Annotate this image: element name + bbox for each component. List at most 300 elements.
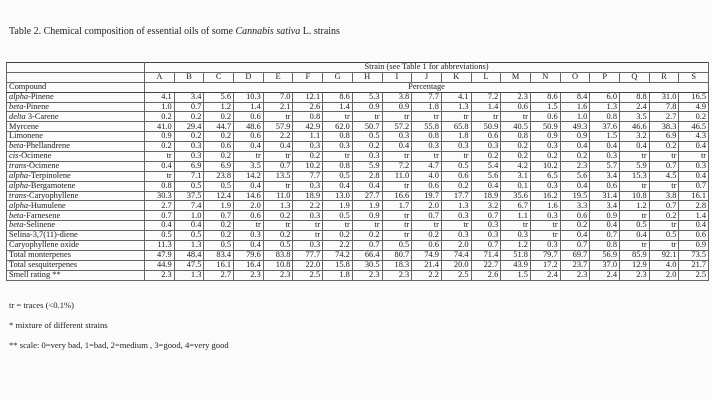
value-cell: 3.2 [620,132,650,142]
value-cell: 1.1 [501,211,531,221]
value-cell: 2.0 [412,201,442,211]
value-cell: 0.4 [560,142,590,152]
value-cell: 1.8 [323,270,353,280]
value-cell: tr [620,181,650,191]
value-cell: tr [323,221,353,231]
value-cell: 0.5 [204,181,234,191]
value-cell: 0.3 [174,142,204,152]
value-cell: 2.5 [293,270,323,280]
value-cell: 1.6 [530,201,560,211]
value-cell: 11.0 [382,171,412,181]
strain-letter-cell: H [352,72,382,82]
strain-header-row [7,63,709,73]
value-cell: 30.3 [145,191,175,201]
value-cell: 16.2 [530,191,560,201]
value-cell: 31.0 [649,92,679,102]
letters-blank-cell [7,72,145,82]
value-cell: 55.8 [412,122,442,132]
value-cell: tr [293,221,323,231]
value-cell: 0.5 [263,241,293,251]
value-cell: 1.2 [501,241,531,251]
compound-name-cell: alpha-Bergamotene [7,181,145,191]
value-cell: 2.3 [560,270,590,280]
value-cell: 62.0 [323,122,353,132]
value-cell: 0.9 [145,132,175,142]
value-cell: 3.5 [234,161,264,171]
compound-name-cell: Caryophyllene oxide [7,241,145,251]
value-cell: 83.4 [204,250,234,260]
header-blank-cell [7,63,145,73]
value-cell: 13.0 [323,191,353,201]
compound-name-cell: alpha-Pinene [7,92,145,102]
strain-letter-cell: R [649,72,679,82]
value-cell: 0.6 [530,112,560,122]
value-cell: 0.5 [323,211,353,221]
value-cell: 0.3 [174,152,204,162]
value-cell: 3.1 [501,171,531,181]
value-cell: 4.9 [679,102,709,112]
value-cell: 6.0 [590,92,620,102]
strain-letter-cell: F [293,72,323,82]
value-cell: 0.3 [441,211,471,221]
value-cell: 0.3 [412,142,442,152]
value-cell: 14.6 [234,191,264,201]
value-cell: 0.2 [145,142,175,152]
value-cell: tr [649,152,679,162]
value-cell: tr [382,112,412,122]
value-cell: 22.7 [471,260,501,270]
value-cell: 0.7 [560,241,590,251]
value-cell: 2.1 [263,102,293,112]
value-cell: 0.5 [649,231,679,241]
table-row [7,112,709,122]
value-cell: 2.3 [620,270,650,280]
value-cell: 4.1 [441,92,471,102]
value-cell: 1.2 [204,102,234,112]
value-cell: 38.3 [649,122,679,132]
strain-letter-cell: J [412,72,442,82]
value-cell: 0.5 [174,181,204,191]
compound-name-cell: alpha-Terpinolene [7,171,145,181]
value-cell: 0.2 [323,231,353,241]
value-cell: 0.8 [293,112,323,122]
value-cell: 5.6 [204,92,234,102]
value-cell: 1.3 [590,102,620,112]
value-cell: 5.7 [590,161,620,171]
value-cell: 2.3 [352,270,382,280]
value-cell: 43.9 [501,260,531,270]
table-row [7,152,709,162]
compound-name-cell: Total sesquiterpenes [7,260,145,270]
value-cell: 0.7 [145,211,175,221]
strain-letter-cell: Q [620,72,650,82]
value-cell: 0.9 [560,132,590,142]
value-cell: 4.1 [145,92,175,102]
value-cell: 1.3 [174,241,204,251]
value-cell: 19.7 [412,191,442,201]
value-cell: tr [501,221,531,231]
value-cell: 0.2 [649,142,679,152]
value-cell: 15.8 [323,260,353,270]
table-row [7,260,709,270]
table-row [7,201,709,211]
composition-table [6,62,709,281]
value-cell: 71.4 [471,250,501,260]
value-cell: 48.4 [174,250,204,260]
value-cell: 1.6 [560,102,590,112]
value-cell: 0.9 [352,102,382,112]
value-cell: 3.8 [382,92,412,102]
table-row [7,241,709,251]
value-cell: 11.0 [263,191,293,201]
value-cell: 10.8 [263,260,293,270]
value-cell: 1.5 [590,132,620,142]
value-cell: 1.0 [560,112,590,122]
value-cell: 0.4 [234,181,264,191]
value-cell: 57.9 [263,122,293,132]
value-cell: 0.3 [352,152,382,162]
value-cell: 7.8 [649,102,679,112]
value-cell: tr [530,231,560,241]
value-cell: 0.6 [412,241,442,251]
value-cell: tr [323,112,353,122]
value-cell: tr [620,152,650,162]
value-cell: tr [679,152,709,162]
value-cell: 0.4 [145,161,175,171]
value-cell: 18.3 [382,260,412,270]
value-cell: 0.2 [204,231,234,241]
value-cell: tr [441,221,471,231]
compound-name-cell: Total monterpenes [7,250,145,260]
value-cell: 74.2 [323,250,353,260]
value-cell: 31.4 [590,191,620,201]
table-row [7,102,709,112]
value-cell: 83.8 [263,250,293,260]
value-cell: 0.3 [530,181,560,191]
table-row [7,231,709,241]
value-cell: 0.4 [679,221,709,231]
value-cell: 0.7 [204,211,234,221]
value-cell: 0.3 [441,231,471,241]
value-cell: 0.2 [441,181,471,191]
value-cell: 7.2 [471,92,501,102]
value-cell: 0.3 [441,142,471,152]
value-cell: 0.3 [293,211,323,221]
value-cell: 79.6 [234,250,264,260]
value-cell: 1.3 [441,102,471,112]
table-row [7,171,709,181]
value-cell: 6.9 [174,161,204,171]
value-cell: 0.4 [560,181,590,191]
value-cell: 0.7 [471,241,501,251]
value-cell: 0.4 [145,221,175,231]
compound-name-cell: delta 3-Carene [7,112,145,122]
value-cell: 47.9 [145,250,175,260]
value-cell: 0.7 [174,102,204,112]
value-cell: 1.0 [145,102,175,112]
value-cell: 10.3 [234,92,264,102]
value-cell: 3.4 [174,92,204,102]
value-cell: 0.4 [263,142,293,152]
compound-name-cell: beta-Farnesene [7,211,145,221]
value-cell: 1.9 [323,201,353,211]
value-cell: 0.3 [530,241,560,251]
value-cell: 1.3 [441,201,471,211]
value-cell: 6.9 [649,132,679,142]
value-cell: 0.9 [530,132,560,142]
value-cell: 0.4 [620,142,650,152]
value-cell: 0.4 [590,142,620,152]
value-cell: 29.4 [174,122,204,132]
value-cell: 10.2 [293,161,323,171]
value-cell: 18.9 [471,191,501,201]
value-cell: tr [530,221,560,231]
value-cell: 1.3 [174,270,204,280]
value-cell: 0.5 [441,161,471,171]
value-cell: 16.1 [679,191,709,201]
value-cell: tr [352,112,382,122]
table-row [7,122,709,132]
value-cell: 8.6 [530,92,560,102]
value-cell: 0.8 [590,112,620,122]
value-cell: 0.3 [323,142,353,152]
value-cell: 4.7 [412,161,442,171]
value-cell: 0.4 [620,231,650,241]
value-cell: 3.3 [560,201,590,211]
value-cell: 65.8 [441,122,471,132]
value-cell: 1.4 [234,102,264,112]
strain-letter-cell: L [471,72,501,82]
value-cell: 1.9 [204,201,234,211]
value-cell: 0.6 [204,142,234,152]
value-cell: tr [620,241,650,251]
value-cell: 69.7 [560,250,590,260]
value-cell: tr [382,152,412,162]
value-cell: tr [412,152,442,162]
value-cell: 1.7 [382,201,412,211]
value-cell: 7.4 [174,201,204,211]
value-cell: 1.4 [323,102,353,112]
value-cell: 0.2 [501,152,531,162]
value-cell: tr [412,112,442,122]
value-cell: 0.8 [412,132,442,142]
table-row [7,250,709,260]
value-cell: 0.2 [649,211,679,221]
strain-letter-cell: C [204,72,234,82]
value-cell: 19.5 [560,191,590,201]
value-cell: 0.2 [560,152,590,162]
value-cell: tr [263,152,293,162]
value-cell: 17.7 [441,191,471,201]
value-cell: 16.4 [234,260,264,270]
value-cell: tr [471,112,501,122]
value-cell: 37.6 [590,122,620,132]
value-cell: 0.2 [412,231,442,241]
value-cell: tr [620,211,650,221]
value-cell: 0.6 [471,132,501,142]
value-cell: 73.5 [679,250,709,260]
table-row [7,191,709,201]
value-cell: 1.5 [501,270,531,280]
value-cell: 22.0 [293,260,323,270]
value-cell: 66.4 [352,250,382,260]
value-cell: tr [323,152,353,162]
value-cell: 0.1 [501,181,531,191]
value-cell: 0.3 [501,231,531,241]
value-cell: 0.2 [530,152,560,162]
table-row [7,221,709,231]
value-cell: 0.3 [382,132,412,142]
table-row [7,161,709,171]
strain-letter-cell: O [560,72,590,82]
value-cell: 15.3 [620,171,650,181]
value-cell: 48.6 [234,122,264,132]
value-cell: 0.9 [590,211,620,221]
value-cell: 4.2 [501,161,531,171]
value-cell: 51.8 [501,250,531,260]
table-row [7,181,709,191]
value-cell: 2.2 [323,241,353,251]
value-cell: 0.6 [679,231,709,241]
value-cell: 5.9 [620,161,650,171]
caption-prefix: Table 2. Chemical composition of essential oils of some [9,26,233,37]
compound-name-cell: beta-Selinene [7,221,145,231]
value-cell: 49.3 [560,122,590,132]
caption-species: Cannabis sativa [235,26,301,37]
value-cell: 92.1 [649,250,679,260]
value-cell: 35.6 [501,191,531,201]
value-cell: 0.2 [263,211,293,221]
value-cell: 6.7 [501,201,531,211]
value-cell: 40.5 [501,122,531,132]
value-cell: 2.0 [649,270,679,280]
value-cell: 0.3 [471,221,501,231]
value-cell: 1.4 [471,102,501,112]
value-cell: 8.4 [560,92,590,102]
value-cell: 0.2 [174,132,204,142]
strain-letter-cell: K [441,72,471,82]
value-cell: 0.9 [352,211,382,221]
value-cell: 0.3 [293,142,323,152]
table-caption [9,26,340,37]
compound-name-cell: cis-Ocimene [7,152,145,162]
value-cell: 0.2 [174,112,204,122]
value-cell: 3.5 [620,112,650,122]
value-cell: 0.6 [590,181,620,191]
value-cell: 21.4 [412,260,442,270]
value-cell: 0.4 [323,181,353,191]
value-cell: 2.8 [679,201,709,211]
value-cell: 0.2 [352,142,382,152]
value-cell: 2.7 [649,112,679,122]
value-cell: 0.5 [382,241,412,251]
value-cell: 2.7 [204,270,234,280]
value-cell: 0.8 [145,181,175,191]
value-cell: 6.9 [204,161,234,171]
value-cell: 4.3 [679,132,709,142]
value-cell: 0.2 [679,112,709,122]
value-cell: tr [382,211,412,221]
value-cell: 50.9 [530,122,560,132]
value-cell: 0.6 [412,181,442,191]
value-cell: 3.2 [471,201,501,211]
value-cell: 0.8 [590,241,620,251]
value-cell: 7.2 [382,161,412,171]
value-cell: tr [234,221,264,231]
value-cell: 0.4 [679,171,709,181]
value-cell: 10.2 [530,161,560,171]
value-cell: 0.9 [679,241,709,251]
value-cell: 1.9 [352,201,382,211]
value-cell: 1.8 [441,132,471,142]
value-cell: 2.5 [679,270,709,280]
value-cell: 8.8 [620,92,650,102]
value-cell: 1.1 [293,132,323,142]
value-cell: 0.4 [174,221,204,231]
value-cell: tr [145,152,175,162]
value-cell: 1.3 [263,201,293,211]
value-cell: 10.8 [620,191,650,201]
strain-letter-cell: N [530,72,560,82]
value-cell: 7.7 [412,92,442,102]
value-cell: 3.4 [590,171,620,181]
value-cell: 16.1 [204,260,234,270]
value-cell: 3.8 [649,191,679,201]
value-cell: 2.7 [145,201,175,211]
value-cell: 27.7 [352,191,382,201]
value-cell: 0.8 [323,161,353,171]
value-cell: 13.5 [263,171,293,181]
value-cell: 0.2 [501,142,531,152]
value-cell: 0.6 [441,171,471,181]
value-cell: 2.3 [382,270,412,280]
strain-letter-cell: P [590,72,620,82]
value-cell: 50.9 [471,122,501,132]
value-cell: 21.7 [679,260,709,270]
value-cell: 0.5 [174,231,204,241]
value-cell: 11.3 [145,241,175,251]
value-cell: 1.4 [679,211,709,221]
value-cell: 0.6 [501,102,531,112]
value-cell: 0.3 [679,161,709,171]
strain-letter-cell: G [323,72,353,82]
value-cell: 4.5 [649,171,679,181]
value-cell: 0.2 [560,221,590,231]
strain-letter-cell: M [501,72,531,82]
value-cell: 0.3 [234,231,264,241]
value-cell: 2.0 [441,241,471,251]
value-cell: 2.4 [590,270,620,280]
value-cell: 12.9 [620,260,650,270]
value-cell: 2.8 [352,171,382,181]
value-cell: 0.5 [323,171,353,181]
value-cell: tr [382,181,412,191]
value-cell: 23.7 [560,260,590,270]
value-cell: 37.5 [174,191,204,201]
value-cell: 12.4 [204,191,234,201]
value-cell: 46.5 [679,122,709,132]
strain-letter-cell: I [382,72,412,82]
value-cell: 2.4 [620,102,650,112]
value-cell: 0.4 [352,181,382,191]
value-cell: 12.1 [293,92,323,102]
value-cell: 0.2 [204,221,234,231]
value-cell: 0.4 [471,181,501,191]
value-cell: 5.6 [560,171,590,181]
value-cell: 74.4 [441,250,471,260]
note-traces: tr = traces (<0.1%) [9,300,75,310]
value-cell: 0.2 [145,112,175,122]
